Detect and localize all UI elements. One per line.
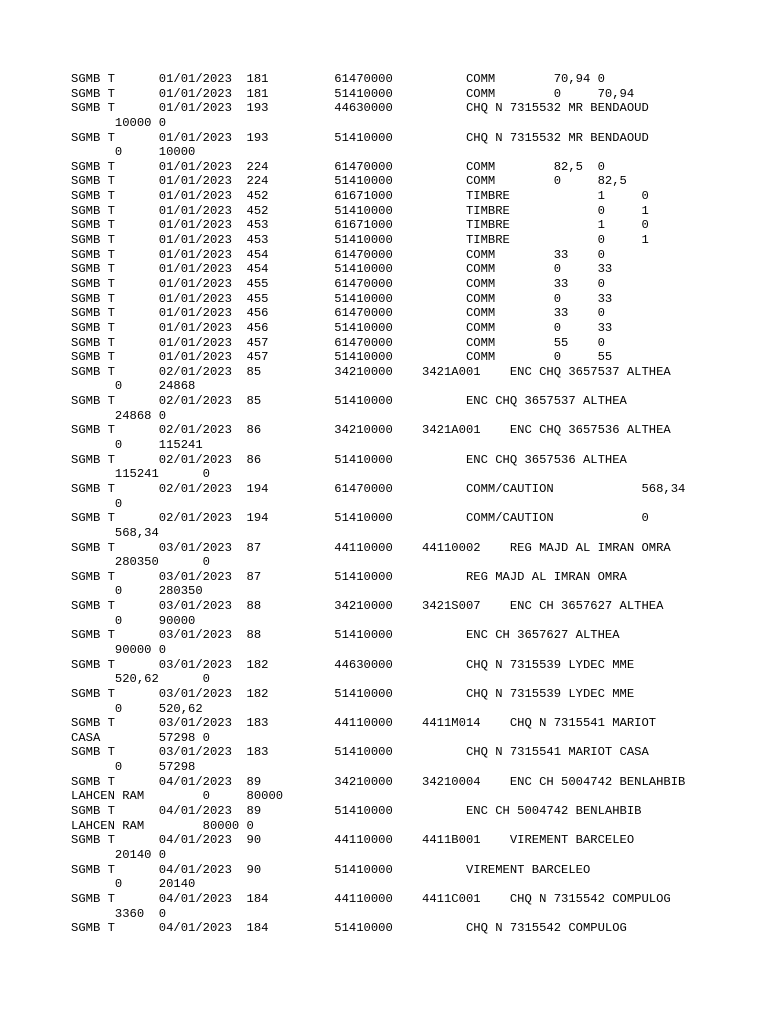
entry-line: SGMB T 03/01/2023 88 34210000 3421S007 ENC CH 3657627 ALTHEA <box>71 599 664 614</box>
entry-line: SGMB T 02/01/2023 86 51410000 ENC CHQ 3657536 ALTHEA <box>71 452 627 467</box>
entry-line: SGMB T 01/01/2023 452 61671000 TIMBRE 1 0 <box>71 189 649 204</box>
entry-line: SGMB T 01/01/2023 193 44630000 CHQ N 7315532 MR BENDAOUD <box>71 101 649 116</box>
journal-entry <box>71 423 731 452</box>
journal-entry <box>71 277 731 292</box>
entry-continuation-line: 0 57298 <box>71 760 196 775</box>
entry-continuation-line: 0 24868 <box>71 379 196 394</box>
entry-line: SGMB T 03/01/2023 182 44630000 CHQ N 7315539 LYDEC MME <box>71 657 635 672</box>
entry-line: SGMB T 01/01/2023 224 51410000 COMM 0 82,5 <box>71 174 627 189</box>
journal-entry <box>71 101 731 130</box>
entry-line: SGMB T 01/01/2023 454 61470000 COMM 33 0 <box>71 247 605 262</box>
journal-entry <box>71 892 731 921</box>
entry-line: SGMB T 03/01/2023 87 44110000 44110002 REG MAJD AL IMRAN OMRA <box>71 540 671 555</box>
journal-entry <box>71 863 731 892</box>
entry-line: SGMB T 01/01/2023 456 51410000 COMM 0 33 <box>71 320 613 335</box>
entry-line: SGMB T 01/01/2023 454 51410000 COMM 0 33 <box>71 262 613 277</box>
journal-entry <box>71 394 731 423</box>
journal-entry <box>71 570 731 599</box>
entry-line: SGMB T 01/01/2023 193 51410000 CHQ N 7315532 MR BENDAOUD <box>71 130 649 145</box>
entry-line: SGMB T 02/01/2023 86 34210000 3421A001 ENC CHQ 3657536 ALTHEA <box>71 423 671 438</box>
journal-entry <box>71 687 731 716</box>
journal-entry <box>71 248 731 263</box>
entry-line: SGMB T 01/01/2023 181 51410000 COMM 0 70,94 <box>71 86 635 101</box>
entry-continuation-line: 90000 0 <box>71 642 167 657</box>
entry-continuation-line: 0 280350 <box>71 584 203 599</box>
journal-entry <box>71 321 731 336</box>
journal-entry <box>71 745 731 774</box>
entry-continuation-line: LAHCEN RAM 0 80000 <box>71 789 284 804</box>
entry-line: SGMB T 04/01/2023 184 51410000 CHQ N 7315542 COMPULOG <box>71 921 627 936</box>
journal-entry <box>71 87 731 102</box>
entry-continuation-line: 115241 0 <box>71 467 210 482</box>
entry-line: SGMB T 04/01/2023 90 51410000 VIREMENT BARCELEO <box>71 862 591 877</box>
entry-line: SGMB T 03/01/2023 182 51410000 CHQ N 7315539 LYDEC MME <box>71 686 635 701</box>
journal-entry <box>71 453 731 482</box>
journal-entry <box>71 218 731 233</box>
entry-line: SGMB T 03/01/2023 87 51410000 REG MAJD AL IMRAN OMRA <box>71 569 627 584</box>
entry-line: SGMB T 03/01/2023 88 51410000 ENC CH 3657627 ALTHEA <box>71 628 620 643</box>
journal-entry <box>71 541 731 570</box>
entry-line: SGMB T 01/01/2023 457 61470000 COMM 55 0 <box>71 335 605 350</box>
entry-line: SGMB T 01/01/2023 456 61470000 COMM 33 0 <box>71 306 605 321</box>
entry-continuation-line: CASA 57298 0 <box>71 730 210 745</box>
entry-line: SGMB T 02/01/2023 85 34210000 3421A001 ENC CHQ 3657537 ALTHEA <box>71 364 671 379</box>
journal-entry <box>71 833 731 862</box>
journal-entry <box>71 482 731 511</box>
entry-line: SGMB T 01/01/2023 455 61470000 COMM 33 0 <box>71 276 605 291</box>
journal-entry <box>71 306 731 321</box>
journal-entry <box>71 365 731 394</box>
entry-line: SGMB T 04/01/2023 89 51410000 ENC CH 5004742 BENLAHBIB <box>71 804 642 819</box>
journal-entry <box>71 189 731 204</box>
entry-line: SGMB T 01/01/2023 452 51410000 TIMBRE 0 1 <box>71 203 649 218</box>
journal-entry <box>71 262 731 277</box>
entry-line: SGMB T 01/01/2023 224 61470000 COMM 82,5 0 <box>71 159 605 174</box>
entry-line: SGMB T 02/01/2023 85 51410000 ENC CHQ 3657537 ALTHEA <box>71 394 627 409</box>
entry-line: SGMB T 01/01/2023 453 61671000 TIMBRE 1 0 <box>71 218 649 233</box>
journal-entry <box>71 204 731 219</box>
journal-entry <box>71 775 731 804</box>
journal-entry <box>71 292 731 307</box>
journal-entry <box>71 233 731 248</box>
entry-continuation-line: 20140 0 <box>71 847 167 862</box>
journal-entry <box>71 658 731 687</box>
journal-entry <box>71 804 731 833</box>
entry-line: SGMB T 04/01/2023 184 44110000 4411C001 CHQ N 7315542 COMPULOG <box>71 891 671 906</box>
journal-entry <box>71 72 731 87</box>
entry-continuation-line: 280350 0 <box>71 555 210 570</box>
entry-line: SGMB T 01/01/2023 181 61470000 COMM 70,94 0 <box>71 72 605 86</box>
entry-line: SGMB T 04/01/2023 89 34210000 34210004 ENC CH 5004742 BENLAHBIB <box>71 774 686 789</box>
journal-entry <box>71 511 731 540</box>
journal-entry <box>71 628 731 657</box>
entry-continuation-line: 520,62 0 <box>71 672 210 687</box>
entry-continuation-line: 0 115241 <box>71 438 203 453</box>
journal-listing <box>71 72 731 936</box>
journal-entry <box>71 174 731 189</box>
entry-continuation-line: 3360 0 <box>71 906 167 921</box>
journal-entry <box>71 921 731 936</box>
journal-entry <box>71 350 731 365</box>
journal-entry <box>71 599 731 628</box>
entry-line: SGMB T 03/01/2023 183 44110000 4411M014 CHQ N 7315541 MARIOT <box>71 716 657 731</box>
entry-line: SGMB T 01/01/2023 453 51410000 TIMBRE 0 1 <box>71 233 649 248</box>
entry-continuation-line: 24868 0 <box>71 408 167 423</box>
entry-line: SGMB T 01/01/2023 457 51410000 COMM 0 55 <box>71 350 613 365</box>
entry-continuation-line: 0 20140 <box>71 877 196 892</box>
entry-line: SGMB T 04/01/2023 90 44110000 4411B001 VIREMENT BARCELEO <box>71 833 635 848</box>
journal-entry <box>71 336 731 351</box>
entry-line: SGMB T 02/01/2023 194 61470000 COMM/CAUTION 568,34 <box>71 481 686 496</box>
entry-line: SGMB T 01/01/2023 455 51410000 COMM 0 33 <box>71 291 613 306</box>
entry-line: SGMB T 03/01/2023 183 51410000 CHQ N 7315541 MARIOT CASA <box>71 745 649 760</box>
entry-continuation-line: LAHCEN RAM 80000 0 <box>71 818 254 833</box>
journal-entry <box>71 716 731 745</box>
entry-continuation-line: 0 90000 <box>71 613 196 628</box>
entry-continuation-line: 0 10000 <box>71 145 196 160</box>
entry-continuation-line: 10000 0 <box>71 115 167 130</box>
entry-continuation-line: 0 520,62 <box>71 701 203 716</box>
entry-line: SGMB T 02/01/2023 194 51410000 COMM/CAUTION 0 <box>71 511 649 526</box>
journal-entry <box>71 131 731 160</box>
entry-continuation-line: 568,34 <box>71 525 159 540</box>
journal-entry <box>71 160 731 175</box>
entry-continuation-line: 0 <box>71 496 123 511</box>
